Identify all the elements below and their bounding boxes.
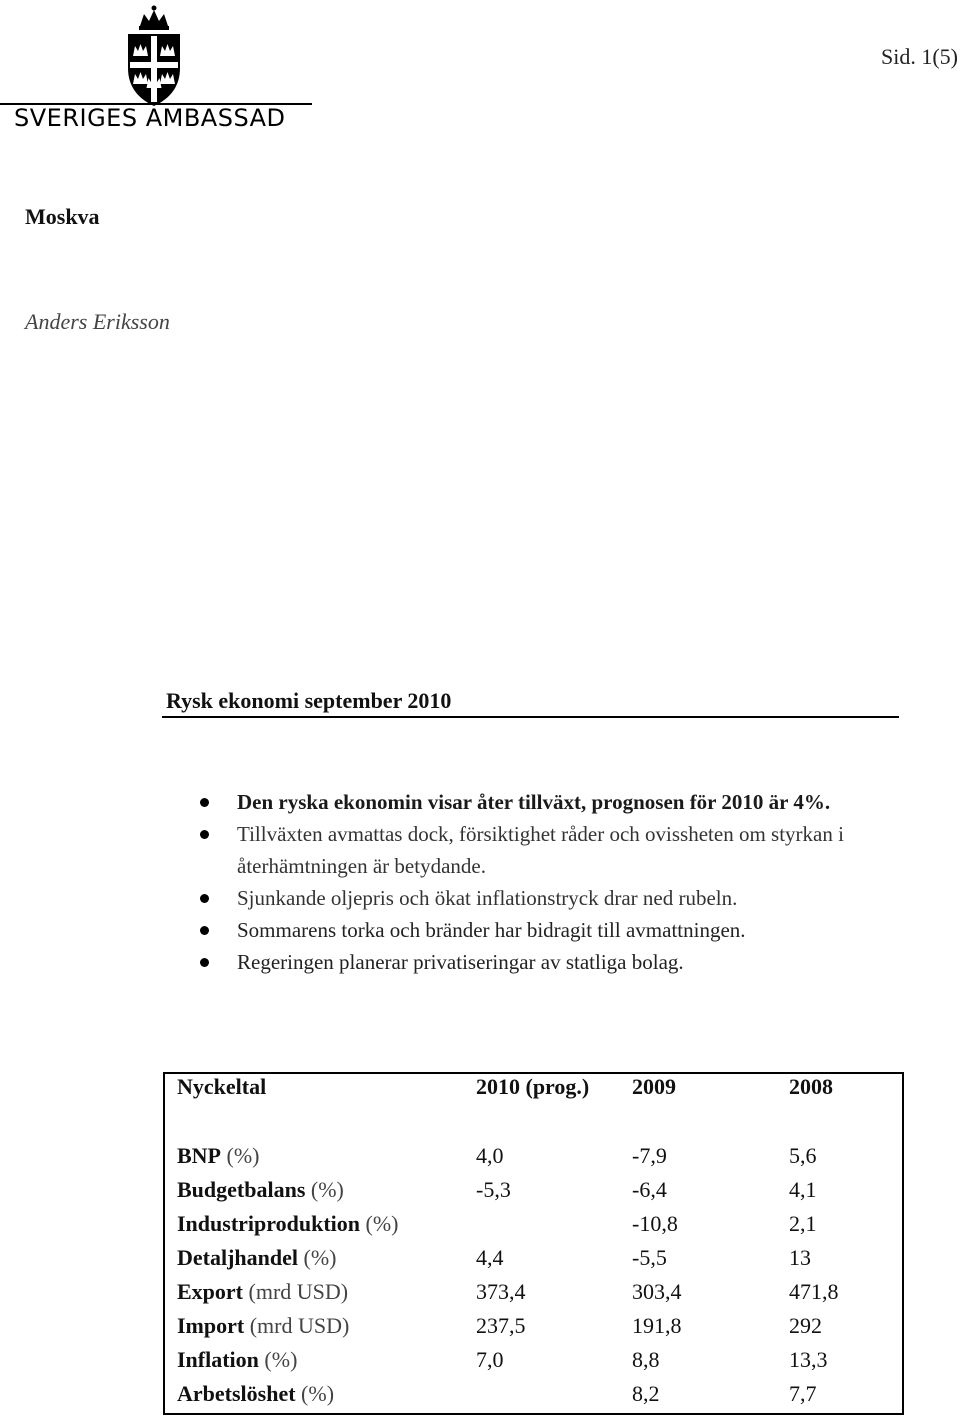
row-unit: (%) [310,1177,344,1202]
bullet-icon [200,894,209,903]
table-cell: -5,5 [632,1245,667,1270]
bullet-text: Sjunkande oljepris och ökat inflationstryck drar ned rubeln. [237,886,738,910]
row-label-cell [177,1245,336,1271]
bullet-icon [200,798,209,807]
table-cell: 8,2 [632,1381,660,1406]
bullet-text: Regeringen planerar privatiseringar av statliga bolag. [237,950,684,974]
table-cell: 373,4 [476,1279,526,1304]
list-item [200,786,890,818]
table-cell: 13 [789,1245,811,1270]
table-cell: 5,6 [789,1143,817,1168]
row-label: Budgetbalans [177,1177,306,1202]
row-unit: (mrd USD) [249,1313,350,1338]
list-item [200,914,890,946]
logo-text: SVERIGES AMBASSAD [14,104,286,132]
row-unit: (%) [226,1143,260,1168]
table-header-cell: Nyckeltal [177,1074,267,1099]
bullet-text: Sommarens torka och bränder har bidragit till avmattningen. [237,918,746,942]
title-underline [162,716,899,718]
table-cell: -5,3 [476,1177,511,1202]
coat-of-arms-icon [118,4,190,108]
row-label-cell [177,1313,349,1339]
bullet-icon [200,830,209,839]
row-label-cell [177,1143,259,1169]
table-cell: 7,7 [789,1381,817,1406]
row-unit: (%) [301,1381,335,1406]
table-cell: -6,4 [632,1177,667,1202]
row-unit: (%) [365,1211,399,1236]
list-item [200,818,890,882]
bullet-icon [200,958,209,967]
row-label-cell [177,1211,399,1237]
table-cell: -7,9 [632,1143,667,1168]
list-item [200,946,890,978]
bullet-text: Den ryska ekonomin visar åter tillväxt, prognosen för 2010 är 4%. [237,790,831,814]
row-label: Industriproduktion [177,1211,361,1236]
table-cell: 2,1 [789,1211,817,1236]
key-figures-table [163,1072,904,1415]
summary-list [200,786,890,978]
table-cell: 4,0 [476,1143,504,1168]
row-unit: (%) [303,1245,337,1270]
table-cell: 303,4 [632,1279,682,1304]
row-label: Import [177,1313,245,1338]
table-cell: 13,3 [789,1347,828,1372]
table-cell: 7,0 [476,1347,504,1372]
list-item [200,882,890,914]
table-cell: 471,8 [789,1279,839,1304]
bullet-icon [200,926,209,935]
row-label-cell [177,1177,344,1203]
row-label: Detaljhandel [177,1245,298,1270]
author-name: Anders Eriksson [25,309,170,334]
row-label-cell [177,1279,348,1305]
row-label: Inflation [177,1347,259,1372]
table-cell: 8,8 [632,1347,660,1372]
row-label: BNP [177,1143,221,1168]
table-cell: -10,8 [632,1211,678,1236]
row-label-cell [177,1347,297,1373]
bullet-text: Tillväxten avmattas dock, försiktighet råder och ovissheten om styrkan i återhämtningen är betydande. [237,822,844,878]
table-header-cell: 2009 [632,1074,676,1099]
row-unit: (%) [264,1347,298,1372]
table-cell: 191,8 [632,1313,682,1338]
table-cell: 237,5 [476,1313,526,1338]
table-header-cell: 2008 [789,1074,833,1099]
row-unit: (mrd USD) [248,1279,349,1304]
row-label-cell [177,1381,334,1407]
office-location: Moskva [25,204,100,229]
document-title: Rysk ekonomi september 2010 [166,688,452,713]
table-cell: 4,4 [476,1245,504,1270]
row-label: Export [177,1279,243,1304]
page-number: Sid. 1(5) [881,44,958,69]
table-header-cell: 2010 (prog.) [476,1074,590,1099]
row-label: Arbetslöshet [177,1381,296,1406]
table-cell: 4,1 [789,1177,817,1202]
table-cell: 292 [789,1313,822,1338]
